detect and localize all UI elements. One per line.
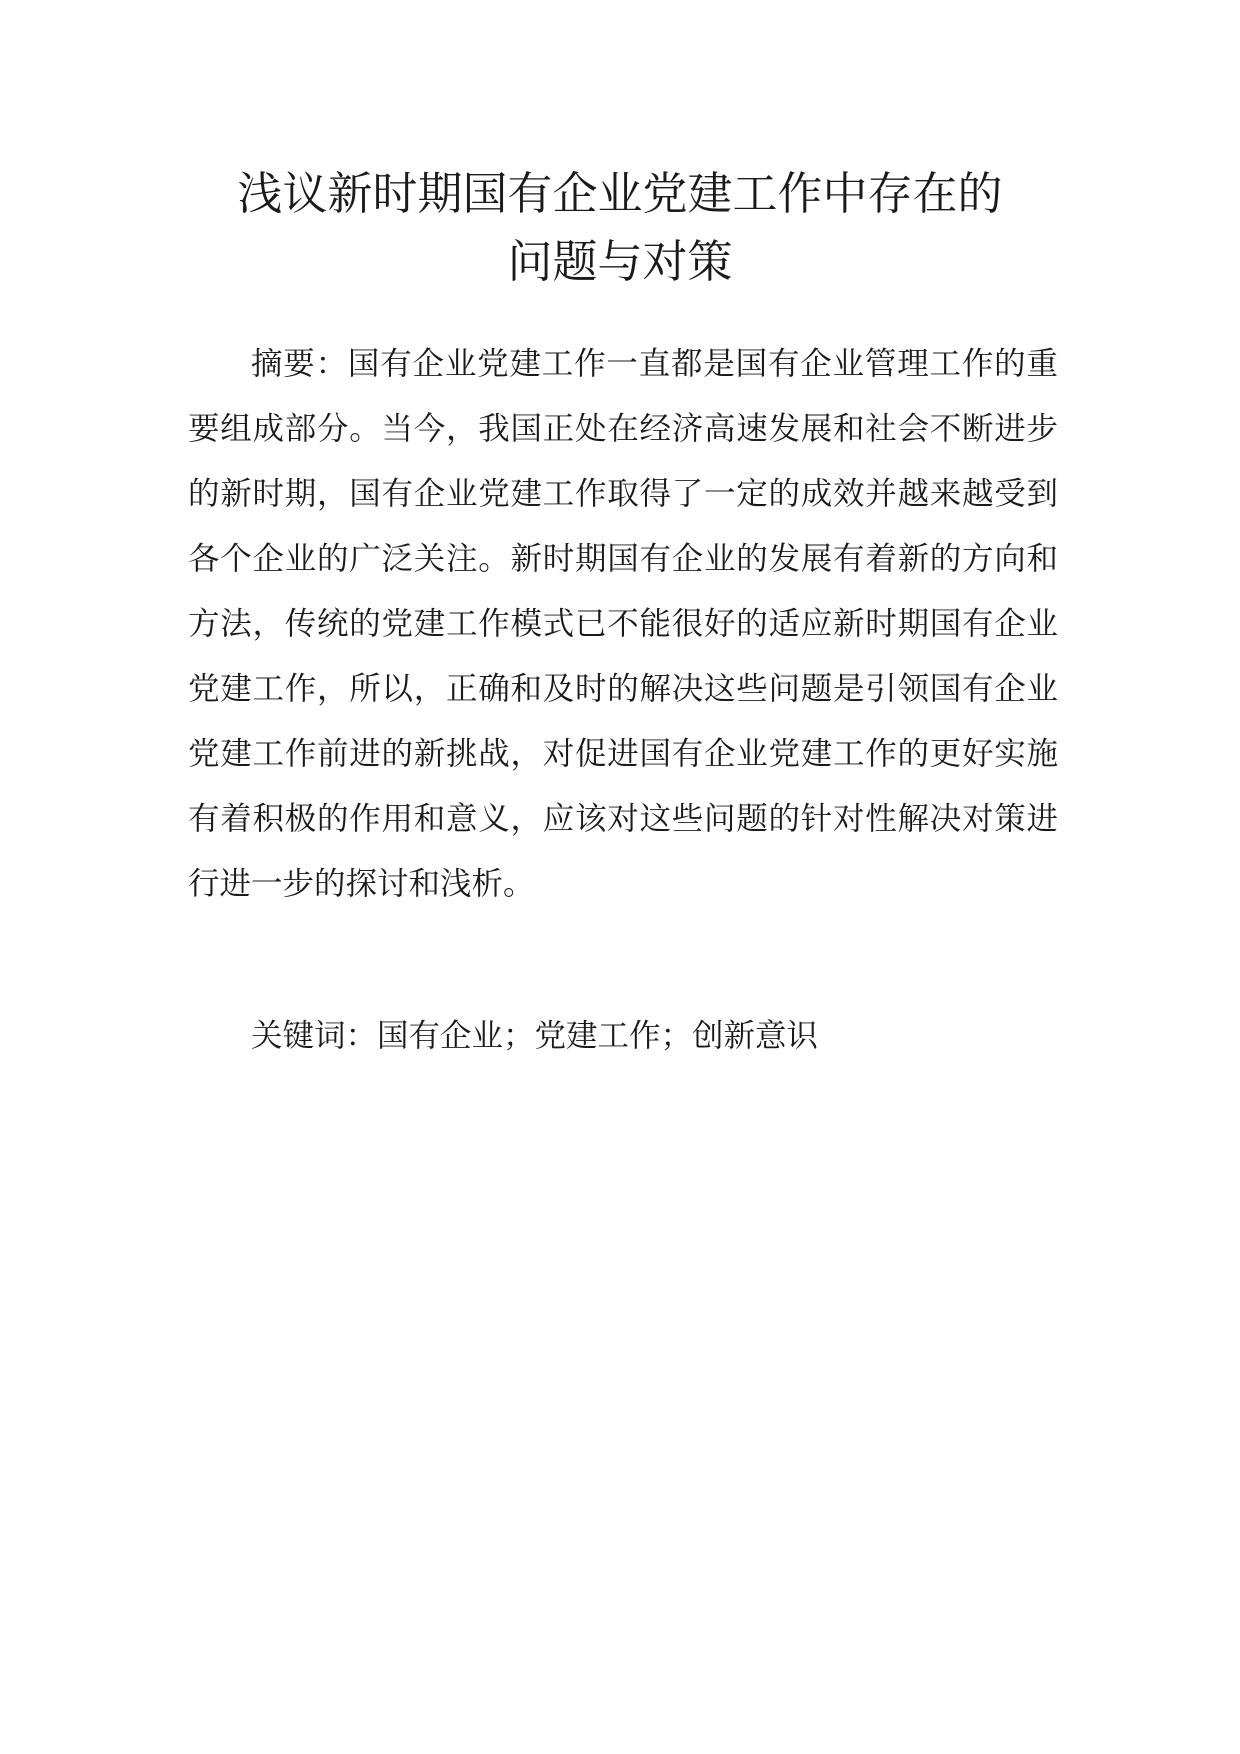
keywords-line: 关键词：国有企业；党建工作；创新意识	[251, 1018, 819, 1054]
abstract-paragraph: 摘要：国有企业党建工作一直都是国有企业管理工作的重要组成部分。当今，我国正处在经济高速发展和社会不断进步的新时期，国有企业党建工作取得了一定的成效并越来越受到各个企业的广泛关注。新时期国有企业的发展有着新的方向和方法，传统的党建工作模式已不能很好的适应新时期国有企业党建工作，所以，正确和及时的解决这些问题是引领国有企业党建工作前进的新挑战，对促进国有企业党建工作的更好实施有着积极的作用和意义，应该对这些问题的针对性解决对策进行进一步的探讨和浅析。	[188, 346, 1058, 902]
document-title	[188, 160, 1052, 296]
title-line-2: 问题与对策	[507, 235, 733, 288]
title-line-1: 浅议新时期国有企业党建工作中存在的	[237, 167, 1003, 220]
